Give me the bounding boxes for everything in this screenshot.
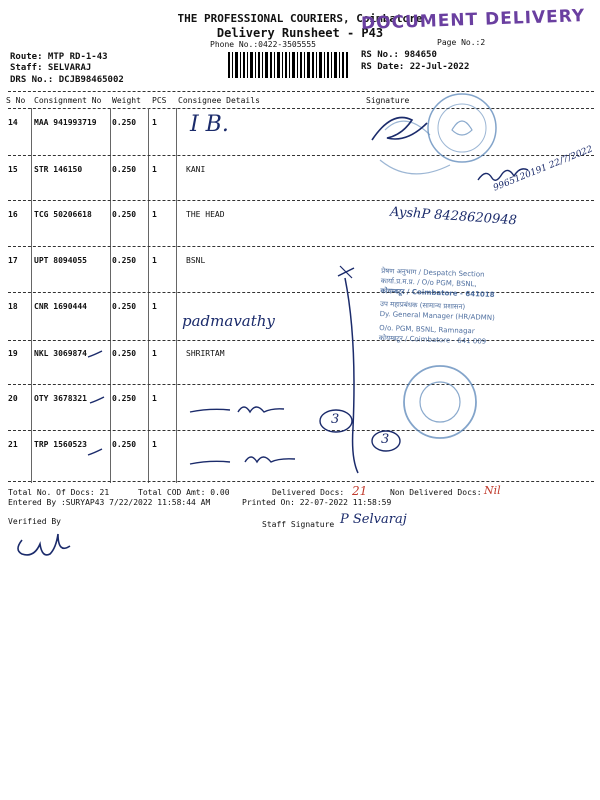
circled-count-b: 3 bbox=[381, 432, 390, 447]
col-consignee: Consignee Details bbox=[178, 96, 260, 105]
verified-signature bbox=[60, 530, 62, 531]
verified-by-label: Verified By bbox=[8, 517, 61, 526]
row-18-weight: 0.250 bbox=[112, 302, 137, 311]
row-21-pcs: 1 bbox=[152, 440, 157, 449]
non-delivered-docs-value: Nil bbox=[484, 484, 501, 497]
row-17-consignment: UPT 8094055 bbox=[34, 256, 87, 265]
row-14-weight: 0.250 bbox=[112, 118, 137, 127]
despatch-section-stamp bbox=[379, 266, 497, 347]
col-consignment: Consignment No bbox=[34, 96, 102, 105]
row-19-consignment: NKL 3069874 bbox=[34, 349, 87, 358]
stamp-line-4: उप महाप्रबंधक (सामान्य प्रशासन) bbox=[379, 299, 466, 311]
row-21-weight: 0.250 bbox=[112, 440, 137, 449]
row-15-sno: 15 bbox=[8, 165, 18, 174]
row-19-sno: 19 bbox=[8, 349, 18, 358]
stamp-line-2: कार्या.प्र.म.प्र. / O/o PGM, BSNL, bbox=[380, 277, 477, 289]
row-18-sno: 18 bbox=[8, 302, 18, 311]
row-17-pcs: 1 bbox=[152, 256, 157, 265]
row-17-consignee: BSNL bbox=[186, 256, 206, 265]
company-title: THE PROFESSIONAL COURIERS, Coimbatore bbox=[177, 12, 423, 25]
staff-signature-label: Staff Signature bbox=[262, 520, 335, 529]
row-16-consignee: THE HEAD bbox=[186, 210, 225, 219]
delivered-docs-label: Delivered Docs: bbox=[272, 488, 345, 497]
row-16-consignment: TCG 50206618 bbox=[34, 210, 92, 219]
row-18-handwritten-name: padmavathy bbox=[182, 312, 275, 330]
col-signature: Signature bbox=[366, 96, 410, 105]
row-20-sno: 20 bbox=[8, 394, 18, 403]
rs-date: RS Date: 22-Jul-2022 bbox=[361, 62, 470, 72]
row-17-sno: 17 bbox=[8, 256, 18, 265]
total-docs: Total No. Of Docs: 21 bbox=[8, 488, 110, 497]
printed-on: Printed On: 22-07-2022 11:58:59 bbox=[242, 498, 392, 507]
entered-by: Entered By :SURYAP43 7/22/2022 11:58:44 AM bbox=[8, 498, 211, 507]
row-15-consignment: STR 146150 bbox=[34, 165, 83, 174]
route-label: Route: MTP RD-1-43 bbox=[10, 52, 108, 62]
row-15-pcs: 1 bbox=[152, 165, 157, 174]
phone-number: Phone No.:0422-3505555 bbox=[210, 40, 316, 49]
col-pcs: PCS bbox=[152, 96, 167, 105]
row-17-weight: 0.250 bbox=[112, 256, 137, 265]
row-21-sno: 21 bbox=[8, 440, 18, 449]
row-19-pcs: 1 bbox=[152, 349, 157, 358]
row-20-pcs: 1 bbox=[152, 394, 157, 403]
staff-label: Staff: SELVARAJ bbox=[10, 63, 92, 73]
row-16-weight: 0.250 bbox=[112, 210, 137, 219]
page-number: Page No.:2 bbox=[437, 38, 486, 47]
row-19-consignee: SHRIRTAM bbox=[186, 349, 225, 358]
row-15-weight: 0.250 bbox=[112, 165, 137, 174]
col-weight: Weight bbox=[112, 96, 141, 105]
row-19-weight: 0.250 bbox=[112, 349, 137, 358]
row-14-pcs: 1 bbox=[152, 118, 157, 127]
row-21-consignment: TRP 1560523 bbox=[34, 440, 87, 449]
row-14-sno: 14 bbox=[8, 118, 18, 127]
circled-count-a: 3 bbox=[331, 412, 340, 427]
runsheet-title: Delivery Runsheet - P43 bbox=[216, 26, 384, 40]
row-20-weight: 0.250 bbox=[112, 394, 137, 403]
stamp-line-3: कोयम्बटूर / Coimbatore - 641018 bbox=[380, 287, 495, 299]
delivered-docs-value: 21 bbox=[352, 484, 368, 498]
stamp-line-6: O/o. PGM, BSNL, Ramnagar bbox=[379, 323, 475, 336]
row-16-sno: 16 bbox=[8, 210, 18, 219]
row-14-consignment: MAA 941993719 bbox=[34, 118, 97, 127]
col-sno: S No bbox=[6, 96, 26, 105]
document-delivery-stamp: DOCUMENT DELIVERY bbox=[360, 6, 586, 34]
staff-signature: P Selvaraj bbox=[340, 512, 407, 527]
row-20-consignment: OTY 3678321 bbox=[34, 394, 87, 403]
row-14-handwritten: I B. bbox=[190, 112, 229, 137]
stamp-line-7: कोयम्बटूर / Coimbatore - 641 009 bbox=[378, 333, 487, 346]
row-16-pcs: 1 bbox=[152, 210, 157, 219]
non-delivered-docs-label: Non Delivered Docs: bbox=[390, 488, 482, 497]
stamp-line-1: प्रेषण अनुभाग / Despatch Section bbox=[381, 267, 485, 279]
row-18-pcs: 1 bbox=[152, 302, 157, 311]
row-16-handwritten-contact: AyshP 8428620948 bbox=[389, 204, 518, 229]
row-15-handwritten-phone: 9965120191 22/7/2022 bbox=[491, 144, 595, 194]
stamp-line-5: Dy. General Manager (HR/ADMN) bbox=[379, 309, 495, 323]
row-15-consignee: KANI bbox=[186, 165, 206, 174]
row-18-consignment: CNR 1690444 bbox=[34, 302, 87, 311]
rs-number: RS No.: 984650 bbox=[361, 50, 437, 60]
total-cod: Total COD Amt: 0.00 bbox=[138, 488, 230, 497]
drs-number: DRS No.: DCJB98465002 bbox=[10, 75, 124, 85]
